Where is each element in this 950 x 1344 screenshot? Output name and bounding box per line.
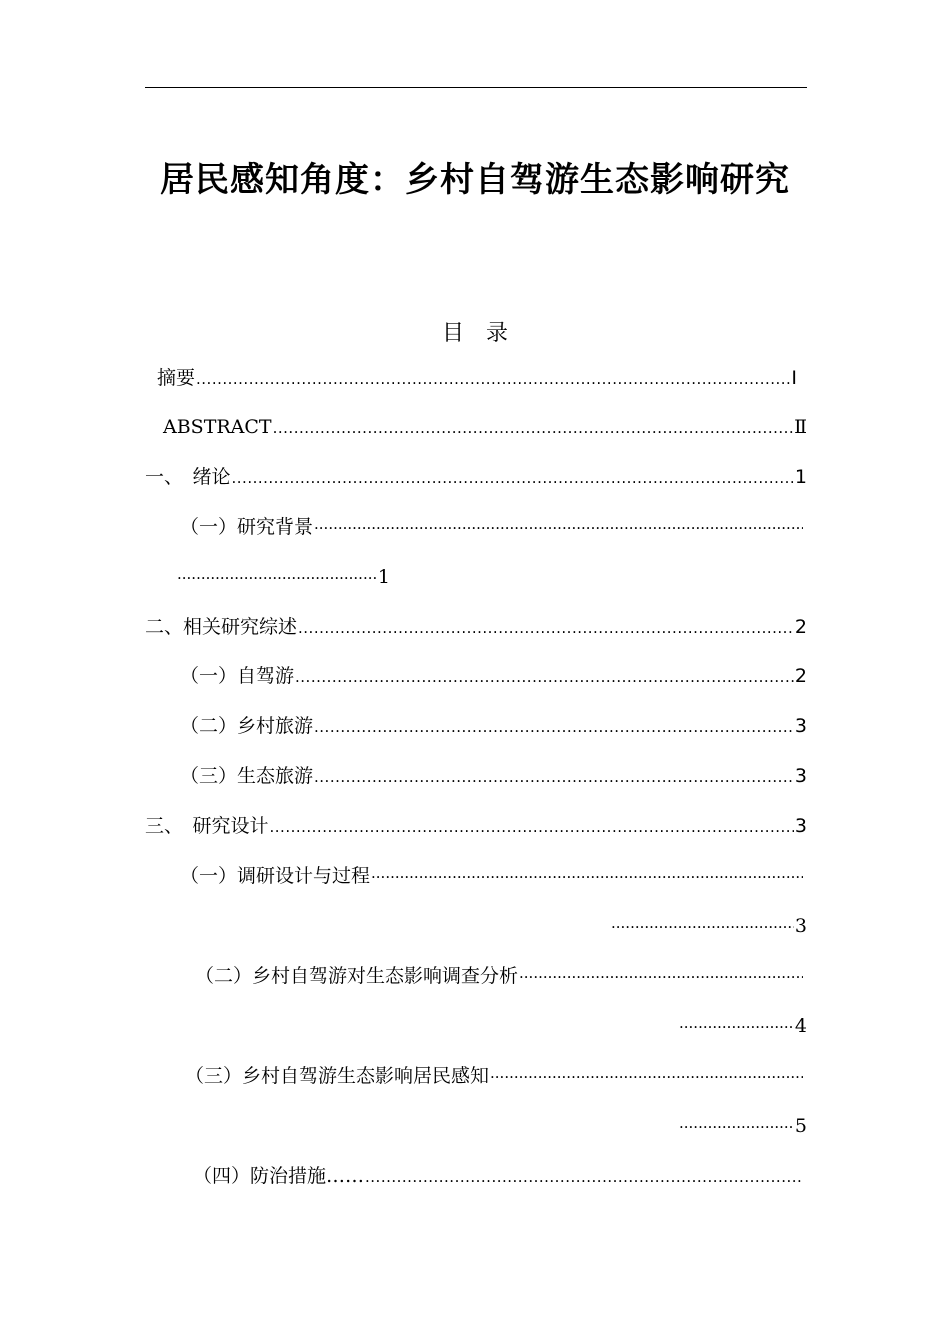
toc-label: （一）调研设计与过程 [180,865,371,887]
toc-page: 2 [794,665,807,687]
leader-dots [314,513,803,542]
toc-page: 3 [794,765,807,787]
header-rule [145,87,807,88]
leader-dots [314,762,794,791]
leader-dots [314,712,794,741]
toc-page: Ⅱ [794,416,807,438]
toc-page: 3 [794,915,807,937]
toc-entry-chapter-3[interactable] [145,812,807,840]
toc-page: 3 [794,715,807,737]
toc-label: 二、相关研究综述 [145,616,298,638]
toc-page: 5 [794,1115,807,1137]
toc-entry-3-1[interactable] [180,862,804,890]
toc-page: Ⅰ [791,367,797,389]
toc-entry-3-3-continued[interactable] [678,1112,807,1140]
toc-entry-3-3[interactable] [185,1062,804,1090]
toc-label: ABSTRACT [163,416,272,438]
toc-label: （一）自驾游 [180,665,295,687]
leader-dots [232,463,794,492]
toc-page: 4 [794,1015,807,1037]
toc-entry-2-2[interactable] [180,712,807,740]
toc-entry-3-2[interactable] [195,962,804,990]
leader-dots [298,613,794,642]
leader-dots [371,862,803,891]
toc-entry-3-1-continued[interactable] [610,912,807,940]
leader-dots [679,1012,794,1041]
toc-page: 3 [794,815,807,837]
toc-entry-2-1[interactable] [180,662,807,690]
toc-label: 三、 研究设计 [145,815,269,837]
toc-entry-1-1-continued[interactable] [176,563,390,591]
toc-label: 一、 绪论 [145,466,231,488]
toc-entry-3-4[interactable] [193,1162,804,1190]
toc-entry-2-3[interactable] [180,762,807,790]
toc-entry-1-1[interactable] [180,513,804,541]
document-title: 居民感知角度：乡村自驾游生态影响研究 [160,160,790,200]
toc-entry-chapter-1[interactable] [145,463,807,491]
leader-dots [611,912,794,941]
leader-dots [295,662,794,691]
leader-dots [490,1062,803,1091]
toc-label: （二）乡村旅游 [180,715,314,737]
toc-page: 1 [377,566,390,588]
toc-entry-chapter-2[interactable] [145,613,807,641]
toc-entry-abstract-cn[interactable] [157,364,797,392]
leader-dots [519,962,803,991]
leader-dots [196,364,790,393]
toc-label: （一）研究背景 [180,516,314,538]
toc-label: （四）防治措施…… [193,1165,365,1187]
toc-entry-abstract-en[interactable] [163,413,807,441]
toc-label: （二）乡村自驾游对生态影响调查分析 [195,965,519,987]
toc-label: （三）生态旅游 [180,765,314,787]
toc-page: 2 [794,616,807,638]
leader-dots [270,812,794,841]
toc-entry-3-2-continued[interactable] [678,1012,807,1040]
leader-dots [273,413,793,442]
leader-dots [679,1112,794,1141]
leader-dots [365,1162,803,1191]
toc-page: 1 [794,466,807,488]
toc-label: （三）乡村自驾游生态影响居民感知 [185,1065,490,1087]
leader-dots [177,563,377,592]
toc-label: 摘要 [157,367,196,389]
toc-heading: 目 录 [441,321,508,346]
